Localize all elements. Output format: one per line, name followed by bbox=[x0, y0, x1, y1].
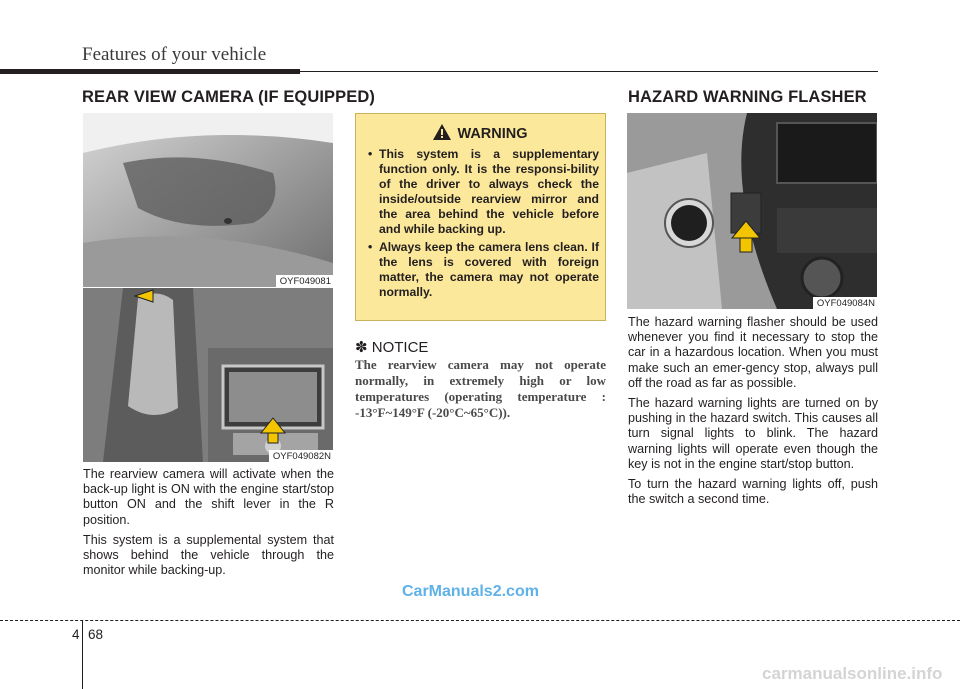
warning-item-1: • This system is a supplementary function only. It is the responsi-bility of the driver to always check the inside/outside rearview mirror and the area behind the vehicle before and while backing up. bbox=[366, 147, 599, 238]
rear-trunk-illustration bbox=[83, 113, 333, 287]
shift-lever-illustration bbox=[83, 288, 333, 462]
rear-trunk-photo bbox=[83, 113, 333, 287]
hazard-paragraph-2: The hazard warning lights are turned on by pushing in the hazard switch. This causes all turn signal lights to blink. The hazard warning lights will operate even though the key is not in the engine start/stop button. bbox=[628, 396, 878, 471]
rear-camera-paragraph-1: The rearview camera will activate when the back-up light is ON with the engine start/stop button ON and the shift lever in the R position. bbox=[83, 467, 334, 527]
warning-heading-text: WARNING bbox=[457, 126, 528, 142]
rear-camera-body bbox=[83, 467, 334, 583]
photo-code-oyf049084n: OYF049084N bbox=[813, 297, 877, 309]
warning-box bbox=[355, 113, 606, 321]
footer-vertical-rule bbox=[82, 620, 83, 689]
hazard-section-title: HAZARD WARNING FLASHER bbox=[628, 88, 867, 106]
warning-triangle-icon bbox=[433, 124, 451, 140]
hazard-switch-illustration bbox=[627, 113, 877, 309]
header-rule-thin bbox=[300, 71, 878, 72]
running-header-title: Features of your vehicle bbox=[82, 44, 267, 65]
header-rule-thick bbox=[0, 69, 300, 74]
photo-code-oyf049081: OYF049081 bbox=[276, 275, 333, 287]
rear-camera-paragraph-2: This system is a supplemental system that shows behind the vehicle through the monitor while backing-up. bbox=[83, 532, 334, 578]
photo-code-oyf049082n: OYF049082N bbox=[269, 450, 333, 462]
warning-heading bbox=[356, 124, 605, 142]
hazard-paragraph-1: The hazard warning flasher should be used whenever you find it necessary to stop the car in a hazardous location. When you must make such an emer-gency stop, always pull off the road as far as possible. bbox=[628, 315, 878, 390]
footer-dashed-rule bbox=[0, 620, 960, 621]
warning-item-2: • Always keep the camera lens clean. If the lens is covered with foreign matter, the camera may not operate normally. bbox=[366, 240, 599, 300]
hazard-switch-photo bbox=[627, 113, 877, 309]
chapter-number: 4 bbox=[72, 627, 80, 642]
hazard-paragraph-3: To turn the hazard warning lights off, push the switch a second time. bbox=[628, 477, 878, 507]
rear-camera-section-title: REAR VIEW CAMERA (IF EQUIPPED) bbox=[82, 88, 375, 106]
hazard-body bbox=[628, 315, 878, 512]
notice-text: The rearview camera may not operate normally, in extremely high or low temperatures (operating temperature : -13°F~149°F (-20°C~65°C)). bbox=[355, 357, 606, 420]
watermark-carmanualsonline: carmanualsonline.info bbox=[762, 664, 943, 683]
notice-heading: ✽ NOTICE bbox=[355, 339, 429, 356]
shift-lever-monitor-photo bbox=[83, 288, 333, 462]
warning-list bbox=[366, 147, 599, 302]
page-number: 68 bbox=[88, 627, 104, 642]
watermark-carmanuals2[interactable]: CarManuals2.com bbox=[402, 583, 539, 600]
